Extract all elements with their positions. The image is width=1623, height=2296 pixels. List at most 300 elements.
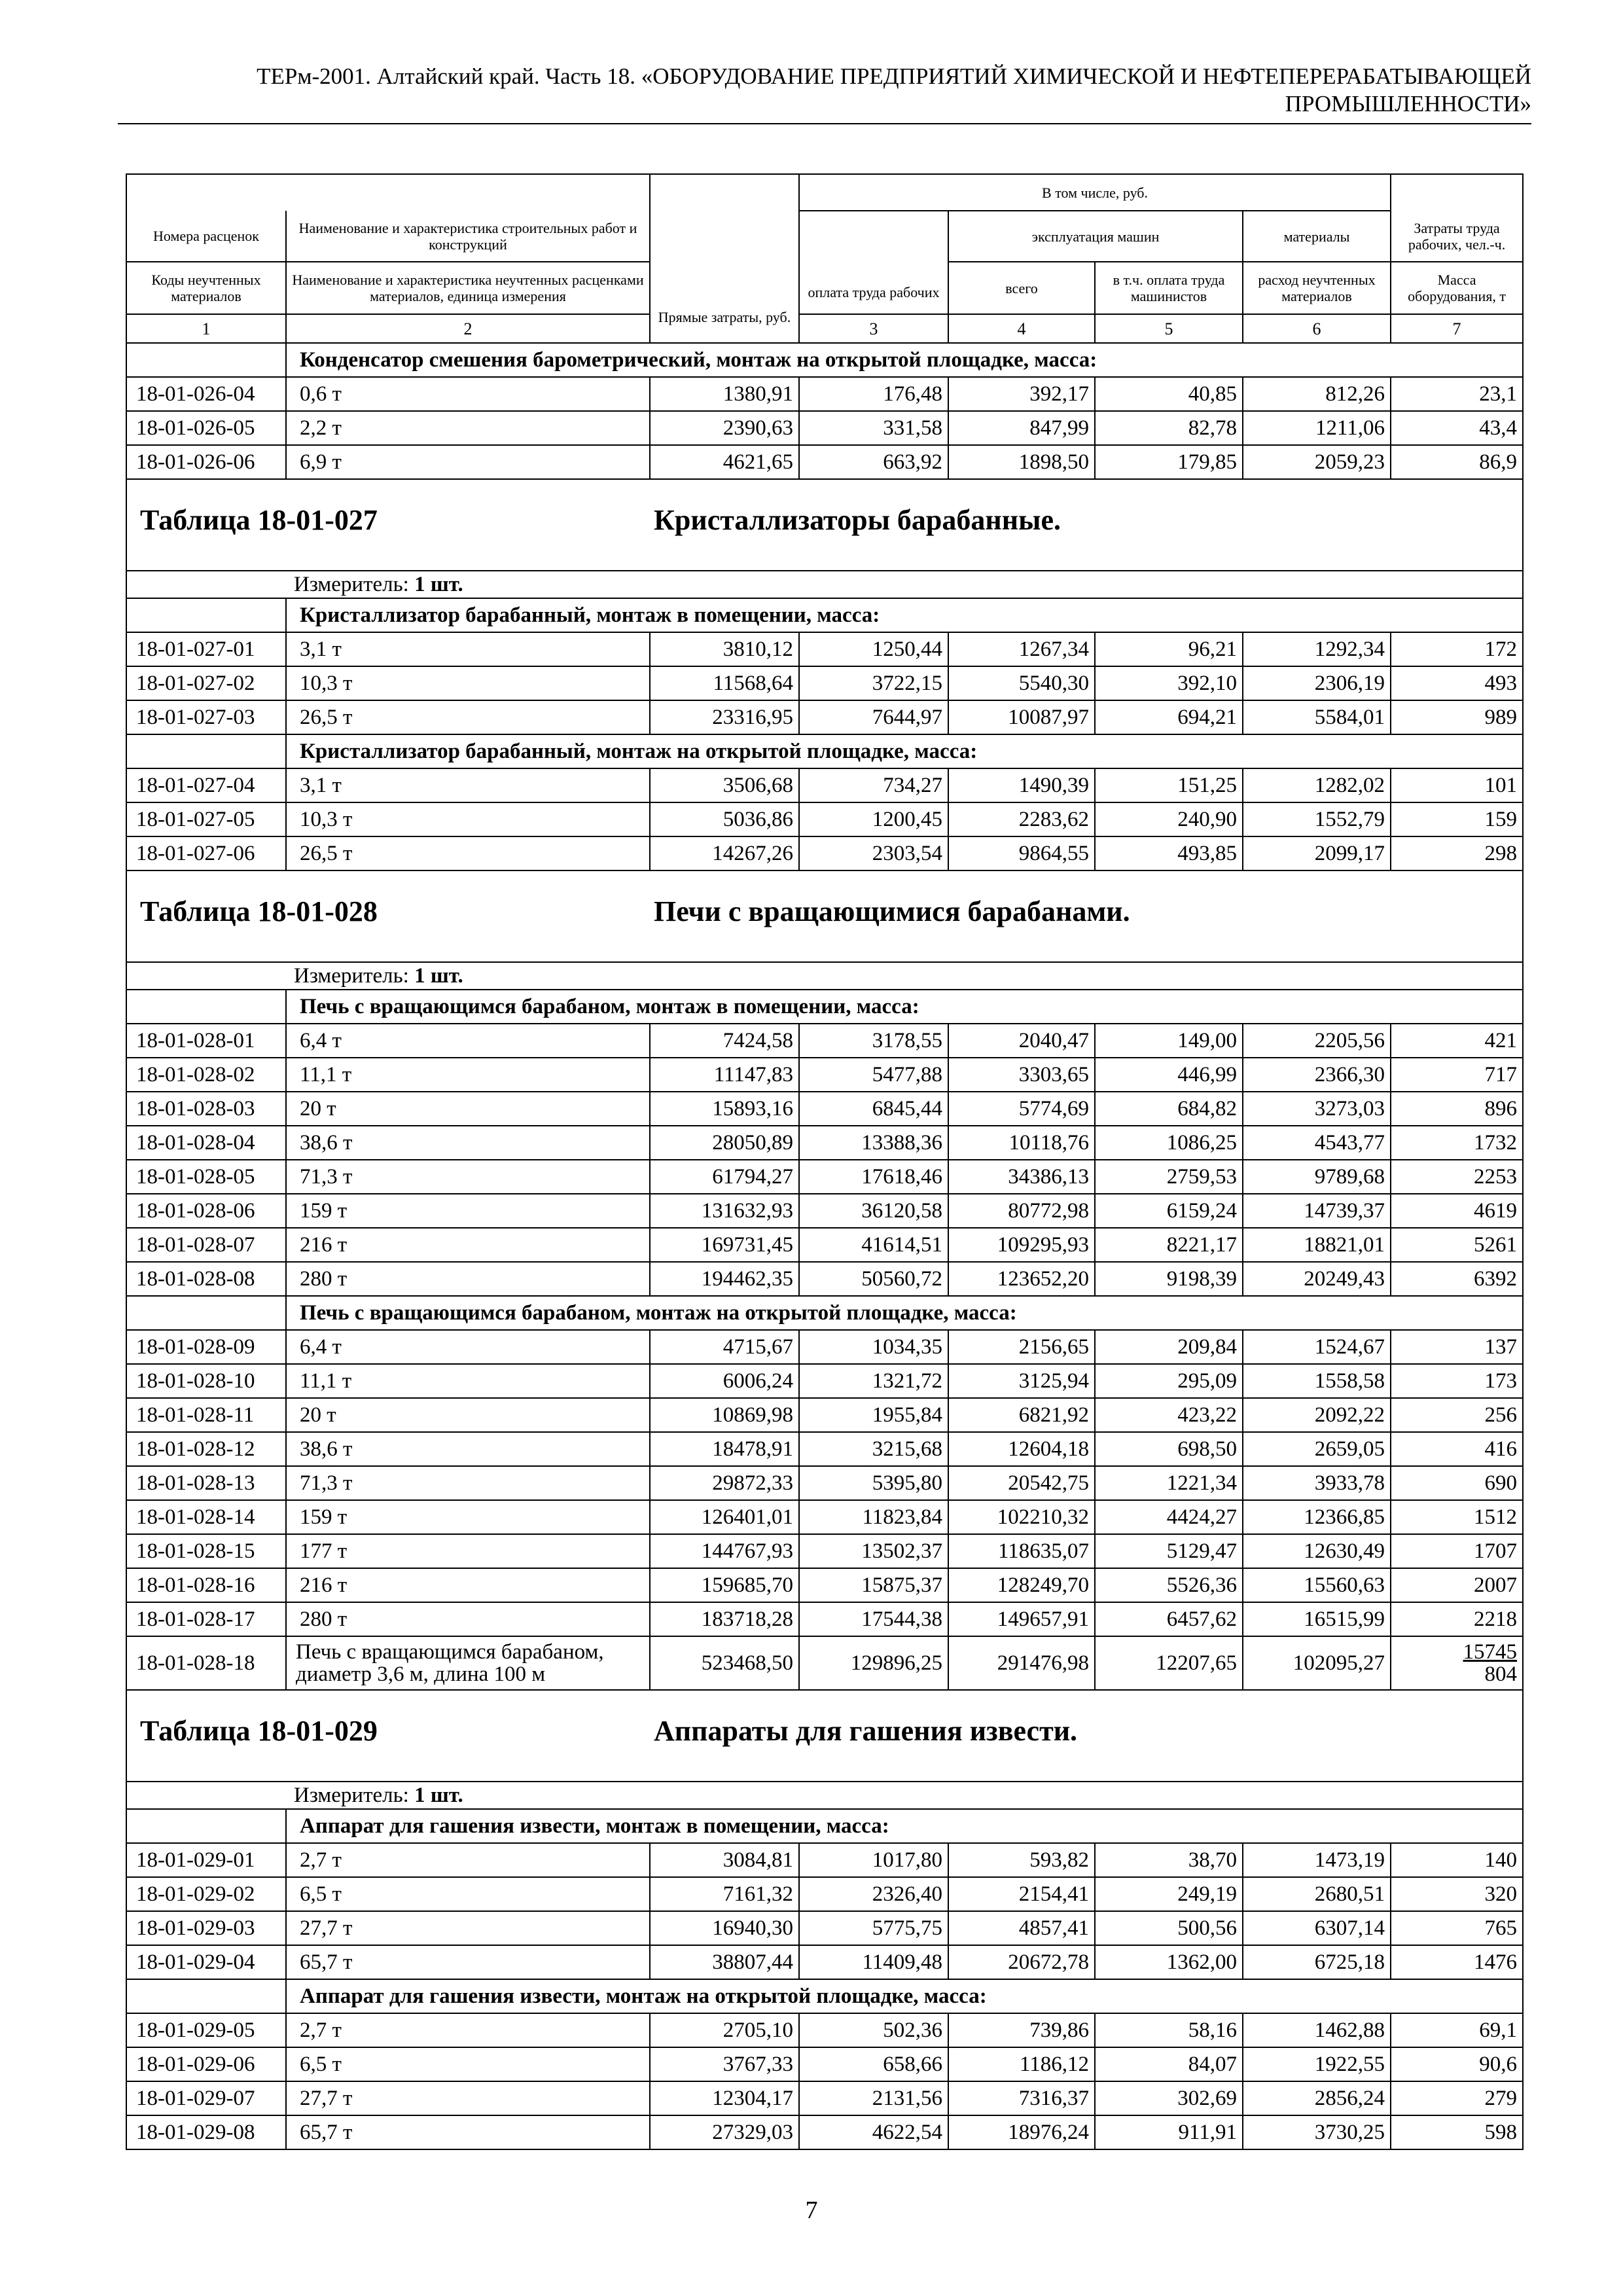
labor-hours: 137: [1391, 1330, 1523, 1364]
rate-code: 18-01-029-01: [126, 1843, 286, 1877]
rate-code: 18-01-029-06: [126, 2047, 286, 2081]
header-codes-materials: Коды неучтенных материалов: [126, 262, 286, 314]
table-row: [126, 1432, 1523, 1466]
labor-hours: 1512: [1391, 1500, 1523, 1534]
header-codes: Номера расценок: [126, 211, 286, 262]
table-row: [126, 768, 1523, 802]
section-heading: Аппарат для гашения извести, монтаж на открытой площадке, масса:: [286, 1979, 1523, 2013]
worker-wages: 1034,35: [799, 1330, 948, 1364]
rate-code: 18-01-027-05: [126, 802, 286, 836]
header-line-2: ПРОМЫШЛЕННОСТИ»: [1285, 91, 1531, 117]
direct-costs: 28050,89: [650, 1126, 799, 1160]
rate-code: 18-01-028-06: [126, 1194, 286, 1228]
measure-label: Измеритель:: [294, 573, 409, 596]
item-mass: 26,5 т: [286, 700, 650, 734]
labor-hours: 1476: [1391, 1945, 1523, 1979]
machinists-wages: 12207,65: [1095, 1636, 1243, 1690]
machinists-wages: 446,99: [1095, 1058, 1243, 1092]
labor-hours: 23,1: [1391, 377, 1523, 411]
machinists-wages: 694,21: [1095, 700, 1243, 734]
worker-wages: 4622,54: [799, 2115, 948, 2149]
labor-hours: 69,1: [1391, 2013, 1523, 2047]
table-row: [126, 1092, 1523, 1126]
machines-total: 2283,62: [948, 802, 1095, 836]
section-heading: Печь с вращающимся барабаном, монтаж на открытой площадке, масса:: [286, 1296, 1523, 1330]
header-mass: Масса оборудования, т: [1391, 262, 1523, 314]
materials-cost: 18821,01: [1243, 1228, 1391, 1262]
direct-costs: 12304,17: [650, 2081, 799, 2115]
machines-total: 3125,94: [948, 1364, 1095, 1398]
machinists-wages: 698,50: [1095, 1432, 1243, 1466]
machines-total: 5540,30: [948, 666, 1095, 700]
direct-costs: 27329,03: [650, 2115, 799, 2149]
materials-cost: 2680,51: [1243, 1877, 1391, 1911]
measure-value: 1 шт.: [414, 1784, 463, 1807]
machines-total: 2156,65: [948, 1330, 1095, 1364]
header-blank-left: [126, 174, 650, 211]
worker-wages: 3215,68: [799, 1432, 948, 1466]
measure-value: 1 шт.: [414, 573, 463, 596]
materials-cost: 16515,99: [1243, 1602, 1391, 1636]
machinists-wages: 240,90: [1095, 802, 1243, 836]
materials-cost: 1922,55: [1243, 2047, 1391, 2081]
machines-total: 2154,41: [948, 1877, 1095, 1911]
worker-wages: 11823,84: [799, 1500, 948, 1534]
worker-wages: 7644,97: [799, 700, 948, 734]
item-mass: 2,7 т: [286, 1843, 650, 1877]
machines-total: 1186,12: [948, 2047, 1095, 2081]
direct-costs: 144767,93: [650, 1534, 799, 1568]
direct-costs: 2705,10: [650, 2013, 799, 2047]
direct-costs: 5036,86: [650, 802, 799, 836]
item-mass: 2,7 т: [286, 2013, 650, 2047]
worker-wages: 36120,58: [799, 1194, 948, 1228]
machines-total: 20542,75: [948, 1466, 1095, 1500]
machinists-wages: 8221,17: [1095, 1228, 1243, 1262]
column-number: 6: [1243, 314, 1391, 343]
worker-wages: 17618,46: [799, 1160, 948, 1194]
direct-costs: 2390,63: [650, 411, 799, 445]
direct-costs: 183718,28: [650, 1602, 799, 1636]
direct-costs: 3506,68: [650, 768, 799, 802]
table-row: [126, 1466, 1523, 1500]
table-row: [126, 1911, 1523, 1945]
machinists-wages: 6457,62: [1095, 1602, 1243, 1636]
labor-hours: 90,6: [1391, 2047, 1523, 2081]
rate-code: 18-01-028-16: [126, 1568, 286, 1602]
table-row: [126, 377, 1523, 411]
item-mass: 2,2 т: [286, 411, 650, 445]
materials-cost: 2366,30: [1243, 1058, 1391, 1092]
rate-code: 18-01-028-02: [126, 1058, 286, 1092]
labor-hours: 4619: [1391, 1194, 1523, 1228]
table-title: Аппараты для гашения извести.: [654, 1715, 1078, 1747]
materials-cost: 1282,02: [1243, 768, 1391, 802]
section-heading-row: [126, 598, 1523, 632]
item-mass: 38,6 т: [286, 1432, 650, 1466]
materials-cost: 14739,37: [1243, 1194, 1391, 1228]
machinists-wages: 500,56: [1095, 1911, 1243, 1945]
direct-costs: 131632,93: [650, 1194, 799, 1228]
machines-total: 3303,65: [948, 1058, 1095, 1092]
materials-cost: 2205,56: [1243, 1024, 1391, 1058]
machines-total: 739,86: [948, 2013, 1095, 2047]
rate-code: 18-01-029-03: [126, 1911, 286, 1945]
item-mass: 27,7 т: [286, 1911, 650, 1945]
labor-hours: 256: [1391, 1398, 1523, 1432]
direct-costs: 16940,30: [650, 1911, 799, 1945]
machinists-wages: 5129,47: [1095, 1534, 1243, 1568]
machines-total: 123652,20: [948, 1262, 1095, 1296]
page-number: 7: [805, 2197, 818, 2224]
header-incl: в т.ч. оплата труда машинистов: [1095, 262, 1243, 314]
rate-code: 18-01-026-05: [126, 411, 286, 445]
machines-total: 1490,39: [948, 768, 1095, 802]
worker-wages: 3178,55: [799, 1024, 948, 1058]
materials-cost: 6307,14: [1243, 1911, 1391, 1945]
machines-total: 80772,98: [948, 1194, 1095, 1228]
header-direct: Прямые затраты, руб.: [650, 174, 799, 343]
machines-total: 1898,50: [948, 445, 1095, 479]
labor-hours: 86,9: [1391, 445, 1523, 479]
machines-total: 2040,47: [948, 1024, 1095, 1058]
table-row: [126, 836, 1523, 870]
header-line-1: ТЕРм-2001. Алтайский край. Часть 18. «ОБОРУДОВАНИЕ ПРЕДПРИЯТИЙ ХИМИЧЕСКОЙ И НЕФТЕПЕРЕРАБАТЫВАЮЩЕЙ: [257, 63, 1531, 89]
section-heading-row: [126, 734, 1523, 768]
machinists-wages: 149,00: [1095, 1024, 1243, 1058]
worker-wages: 41614,51: [799, 1228, 948, 1262]
header-wages: оплата труда рабочих: [799, 211, 948, 314]
rate-code: 18-01-028-12: [126, 1432, 286, 1466]
machines-total: 109295,93: [948, 1228, 1095, 1262]
table-title-row: [126, 479, 1523, 571]
direct-costs: 6006,24: [650, 1364, 799, 1398]
labor-hours: 2253: [1391, 1160, 1523, 1194]
column-number: 7: [1391, 314, 1523, 343]
machinists-wages: 38,70: [1095, 1843, 1243, 1877]
item-mass: 159 т: [286, 1194, 650, 1228]
worker-wages: 13502,37: [799, 1534, 948, 1568]
table-body: [126, 174, 1523, 2149]
rate-code: 18-01-028-07: [126, 1228, 286, 1262]
machinists-wages: 151,25: [1095, 768, 1243, 802]
worker-wages: 13388,36: [799, 1126, 948, 1160]
machinists-wages: 4424,27: [1095, 1500, 1243, 1534]
table-row: [126, 1024, 1523, 1058]
section-heading: Печь с вращающимся барабаном, монтаж в помещении, масса:: [286, 990, 1523, 1024]
section-heading: Кристаллизатор барабанный, монтаж в помещении, масса:: [286, 598, 1523, 632]
table-row: [126, 1636, 1523, 1690]
item-mass: 159 т: [286, 1500, 650, 1534]
machines-total: 4857,41: [948, 1911, 1095, 1945]
header-machines: эксплуатация машин: [948, 211, 1243, 262]
item-mass: 38,6 т: [286, 1126, 650, 1160]
direct-costs: 4715,67: [650, 1330, 799, 1364]
measure-row: [126, 962, 1523, 990]
equipment-mass: 804: [1484, 1662, 1518, 1686]
machinists-wages: 96,21: [1095, 632, 1243, 666]
direct-costs: 14267,26: [650, 836, 799, 870]
column-number-row: [126, 314, 1523, 343]
column-number: 4: [948, 314, 1095, 343]
worker-wages: 129896,25: [799, 1636, 948, 1690]
machines-total: 847,99: [948, 411, 1095, 445]
table-row: [126, 1364, 1523, 1398]
table-row: [126, 802, 1523, 836]
table-row: [126, 445, 1523, 479]
materials-cost: 4543,77: [1243, 1126, 1391, 1160]
direct-costs: 11147,83: [650, 1058, 799, 1092]
header-name: Наименование и характеристика строительных работ и конструкций: [286, 211, 650, 262]
table-row: [126, 1398, 1523, 1432]
materials-cost: 5584,01: [1243, 700, 1391, 734]
labor-hours: 159: [1391, 802, 1523, 836]
rate-code: 18-01-028-05: [126, 1160, 286, 1194]
table-row: [126, 1877, 1523, 1911]
labor-hours: 765: [1391, 1911, 1523, 1945]
labor-hours: 140: [1391, 1843, 1523, 1877]
worker-wages: 11409,48: [799, 1945, 948, 1979]
measure: [134, 1783, 463, 1808]
labor-hours: 1707: [1391, 1534, 1523, 1568]
machines-total: 18976,24: [948, 2115, 1095, 2149]
machinists-wages: 58,16: [1095, 2013, 1243, 2047]
item-name: Печь с вращающимся барабаном, диаметр 3,6 м, длина 100 м: [286, 1636, 650, 1690]
worker-wages: 5775,75: [799, 1911, 948, 1945]
direct-costs: 7161,32: [650, 1877, 799, 1911]
worker-wages: 1321,72: [799, 1364, 948, 1398]
direct-costs: 169731,45: [650, 1228, 799, 1262]
machines-total: 6821,92: [948, 1398, 1095, 1432]
table-number: Таблица 18-01-029: [140, 1715, 378, 1747]
header-row-2: [126, 211, 1523, 262]
machines-total: 10087,97: [948, 700, 1095, 734]
rate-code: 18-01-029-04: [126, 1945, 286, 1979]
item-mass: 65,7 т: [286, 1945, 650, 1979]
materials-cost: 1524,67: [1243, 1330, 1391, 1364]
price-table: [126, 173, 1524, 2150]
section-heading-row: [126, 1296, 1523, 1330]
table-row: [126, 1602, 1523, 1636]
measure-label: Измеритель:: [294, 964, 409, 988]
item-mass: 6,5 т: [286, 1877, 650, 1911]
machinists-wages: 40,85: [1095, 377, 1243, 411]
table-title: Кристаллизаторы барабанные.: [654, 504, 1061, 536]
rate-code: 18-01-028-17: [126, 1602, 286, 1636]
machinists-wages: 1221,34: [1095, 1466, 1243, 1500]
labor-and-mass: [1391, 1636, 1523, 1690]
machinists-wages: 1086,25: [1095, 1126, 1243, 1160]
direct-costs: 7424,58: [650, 1024, 799, 1058]
header-row-1: [126, 174, 1523, 211]
rate-code: 18-01-027-02: [126, 666, 286, 700]
section-heading: Конденсатор смешения барометрический, монтаж на открытой площадке, масса:: [286, 343, 1523, 377]
item-mass: 216 т: [286, 1228, 650, 1262]
labor-hours: 15745: [1463, 1640, 1518, 1664]
labor-hours: 2218: [1391, 1602, 1523, 1636]
direct-costs: 523468,50: [650, 1636, 799, 1690]
item-mass: 216 т: [286, 1568, 650, 1602]
direct-costs: 29872,33: [650, 1466, 799, 1500]
table-row: [126, 1330, 1523, 1364]
labor-hours: 172: [1391, 632, 1523, 666]
machinists-wages: 179,85: [1095, 445, 1243, 479]
materials-cost: 15560,63: [1243, 1568, 1391, 1602]
item-mass: 26,5 т: [286, 836, 650, 870]
header-name-materials: Наименование и характеристика неучтенных расценками материалов, единица измерения: [286, 262, 650, 314]
materials-cost: 9789,68: [1243, 1160, 1391, 1194]
machinists-wages: 249,19: [1095, 1877, 1243, 1911]
measure-row: [126, 571, 1523, 598]
worker-wages: 17544,38: [799, 1602, 948, 1636]
rate-code: 18-01-026-04: [126, 377, 286, 411]
table-row: [126, 1500, 1523, 1534]
direct-costs: 1380,91: [650, 377, 799, 411]
materials-cost: 2059,23: [1243, 445, 1391, 479]
labor-hours: 896: [1391, 1092, 1523, 1126]
direct-costs: 15893,16: [650, 1092, 799, 1126]
direct-costs: 3767,33: [650, 2047, 799, 2081]
item-mass: 3,1 т: [286, 632, 650, 666]
labor-hours: 598: [1391, 2115, 1523, 2149]
machines-total: 593,82: [948, 1843, 1095, 1877]
item-mass: 11,1 т: [286, 1364, 650, 1398]
direct-costs: 18478,91: [650, 1432, 799, 1466]
table-row: [126, 1534, 1523, 1568]
materials-cost: 6725,18: [1243, 1945, 1391, 1979]
table-row: [126, 1843, 1523, 1877]
direct-costs: 4621,65: [650, 445, 799, 479]
rate-code: 18-01-028-03: [126, 1092, 286, 1126]
rate-code: 18-01-029-05: [126, 2013, 286, 2047]
item-mass: 20 т: [286, 1092, 650, 1126]
direct-costs: 159685,70: [650, 1568, 799, 1602]
materials-cost: 1558,58: [1243, 1364, 1391, 1398]
machines-total: 5774,69: [948, 1092, 1095, 1126]
header-consumption: расход неучтенных материалов: [1243, 262, 1391, 314]
machinists-wages: 209,84: [1095, 1330, 1243, 1364]
machines-total: 20672,78: [948, 1945, 1095, 1979]
rate-code: 18-01-029-07: [126, 2081, 286, 2115]
rate-code: 18-01-028-08: [126, 1262, 286, 1296]
materials-cost: 2306,19: [1243, 666, 1391, 700]
rate-code: 18-01-027-06: [126, 836, 286, 870]
column-number: 5: [1095, 314, 1243, 343]
labor-hours: 279: [1391, 2081, 1523, 2115]
item-mass: 6,4 т: [286, 1330, 650, 1364]
machines-total: 7316,37: [948, 2081, 1095, 2115]
header-blank-right: [1391, 174, 1523, 211]
table-row: [126, 2081, 1523, 2115]
labor-hours: 1732: [1391, 1126, 1523, 1160]
machinists-wages: 6159,24: [1095, 1194, 1243, 1228]
worker-wages: 1200,45: [799, 802, 948, 836]
labor-hours: 5261: [1391, 1228, 1523, 1262]
materials-cost: 3730,25: [1243, 2115, 1391, 2149]
item-mass: 65,7 т: [286, 2115, 650, 2149]
machinists-wages: 82,78: [1095, 411, 1243, 445]
worker-wages: 734,27: [799, 768, 948, 802]
worker-wages: 5477,88: [799, 1058, 948, 1092]
item-mass: 6,4 т: [286, 1024, 650, 1058]
rate-code: 18-01-026-06: [126, 445, 286, 479]
measure-label: Измеритель:: [294, 1784, 409, 1807]
rate-code: 18-01-028-09: [126, 1330, 286, 1364]
worker-wages: 658,66: [799, 2047, 948, 2081]
table-row: [126, 1160, 1523, 1194]
table-row: [126, 632, 1523, 666]
worker-wages: 1955,84: [799, 1398, 948, 1432]
labor-hours: 416: [1391, 1432, 1523, 1466]
machinists-wages: 1362,00: [1095, 1945, 1243, 1979]
labor-hours: 101: [1391, 768, 1523, 802]
direct-costs: 61794,27: [650, 1160, 799, 1194]
table-title-row: [126, 1690, 1523, 1782]
machinists-wages: 295,09: [1095, 1364, 1243, 1398]
item-mass: 11,1 т: [286, 1058, 650, 1092]
header-labor: Затраты труда рабочих, чел.-ч.: [1391, 211, 1523, 262]
item-mass: 10,3 т: [286, 802, 650, 836]
labor-hours: 320: [1391, 1877, 1523, 1911]
machines-total: 149657,91: [948, 1602, 1095, 1636]
rate-code: 18-01-028-04: [126, 1126, 286, 1160]
worker-wages: 15875,37: [799, 1568, 948, 1602]
direct-costs: 38807,44: [650, 1945, 799, 1979]
item-mass: 10,3 т: [286, 666, 650, 700]
labor-hours: 298: [1391, 836, 1523, 870]
worker-wages: 5395,80: [799, 1466, 948, 1500]
machinists-wages: 684,82: [1095, 1092, 1243, 1126]
machinists-wages: 423,22: [1095, 1398, 1243, 1432]
machines-total: 12604,18: [948, 1432, 1095, 1466]
labor-hours: 717: [1391, 1058, 1523, 1092]
measure: [134, 963, 463, 988]
materials-cost: 1462,88: [1243, 2013, 1391, 2047]
materials-cost: 1211,06: [1243, 411, 1391, 445]
table-title: Печи с вращающимися барабанами.: [654, 895, 1130, 927]
measure: [134, 572, 463, 597]
materials-cost: 12630,49: [1243, 1534, 1391, 1568]
materials-cost: 20249,43: [1243, 1262, 1391, 1296]
materials-cost: 102095,27: [1243, 1636, 1391, 1690]
materials-cost: 1552,79: [1243, 802, 1391, 836]
section-heading-row: [126, 1809, 1523, 1843]
rate-code: 18-01-027-04: [126, 768, 286, 802]
machines-total: 9864,55: [948, 836, 1095, 870]
direct-costs: 11568,64: [650, 666, 799, 700]
table-row: [126, 1194, 1523, 1228]
machinists-wages: 911,91: [1095, 2115, 1243, 2149]
materials-cost: 3933,78: [1243, 1466, 1391, 1500]
rate-code: 18-01-028-11: [126, 1398, 286, 1432]
machinists-wages: 84,07: [1095, 2047, 1243, 2081]
rate-code: 18-01-029-08: [126, 2115, 286, 2149]
direct-costs: 3084,81: [650, 1843, 799, 1877]
section-heading-row: [126, 1979, 1523, 2013]
worker-wages: 502,36: [799, 2013, 948, 2047]
table-number: Таблица 18-01-027: [140, 504, 378, 536]
measure-row: [126, 1782, 1523, 1809]
item-mass: 280 т: [286, 1262, 650, 1296]
rate-code: 18-01-028-15: [126, 1534, 286, 1568]
section-heading-row: [126, 343, 1523, 377]
rate-code: 18-01-028-18: [126, 1636, 286, 1690]
table-row: [126, 1228, 1523, 1262]
machinists-wages: 2759,53: [1095, 1160, 1243, 1194]
item-mass: 27,7 т: [286, 2081, 650, 2115]
direct-costs: 3810,12: [650, 632, 799, 666]
labor-hours: 43,4: [1391, 411, 1523, 445]
